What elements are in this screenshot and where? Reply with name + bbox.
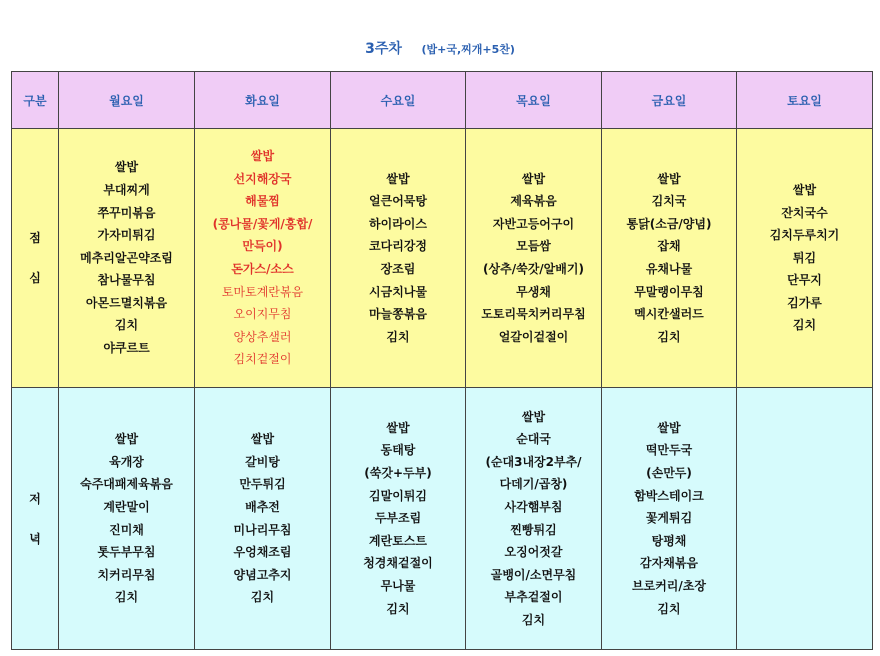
menu-item: 쌀밥 bbox=[657, 420, 681, 435]
menu-item: 무나물 bbox=[380, 578, 416, 593]
lunch-label: 점 심 bbox=[12, 129, 59, 388]
weekly-menu-table bbox=[11, 71, 873, 650]
menu-item: 김치 bbox=[521, 612, 546, 627]
menu-item: 쌀밥 bbox=[521, 409, 546, 424]
menu-item: 다데기/곱창) bbox=[499, 477, 568, 492]
menu-item: 계란토스트 bbox=[369, 533, 427, 548]
menu-item: 쌀밥 bbox=[250, 432, 275, 447]
menu-item: 쭈꾸미볶음 bbox=[97, 205, 156, 220]
header-thursday: 목요일 bbox=[466, 72, 602, 129]
menu-item: 오이지무침 bbox=[233, 307, 292, 322]
menu-item: 코다리강정 bbox=[369, 239, 427, 254]
header-friday: 금요일 bbox=[602, 72, 737, 129]
menu-item: 만두튀김 bbox=[239, 477, 286, 492]
menu-item: 장조림 bbox=[380, 262, 416, 276]
menu-item: (쑥갓+두부) bbox=[364, 466, 432, 481]
menu-item: 무생채 bbox=[516, 284, 551, 299]
week-title: 3주차 bbox=[365, 41, 402, 57]
dinner-friday bbox=[602, 388, 737, 650]
menu-item: 쌀밥 bbox=[386, 171, 410, 186]
menu-item: 쌀밥 bbox=[657, 171, 681, 186]
menu-item: 돈가스/소스 bbox=[231, 262, 294, 276]
menu-item: 쌀밥 bbox=[521, 171, 546, 186]
menu-item: 부추겉절이 bbox=[504, 590, 563, 605]
lunch-wednesday bbox=[331, 129, 466, 388]
menu-item: 김치두루치기 bbox=[769, 228, 840, 243]
menu-item: 쌀밥 bbox=[386, 420, 410, 435]
lunch-thursday bbox=[466, 129, 602, 388]
menu-item: 김치국 bbox=[651, 194, 687, 209]
menu-item: 육개장 bbox=[109, 454, 144, 469]
menu-item: 양념고추지 bbox=[233, 567, 292, 582]
menu-item: 선지해장국 bbox=[233, 171, 292, 186]
menu-item: 진미채 bbox=[109, 522, 144, 537]
menu-item: 모듬쌈 bbox=[516, 239, 551, 254]
menu-item: (콩나물/꽃게/홍합/ bbox=[212, 216, 313, 231]
lunch-monday bbox=[59, 129, 195, 388]
menu-item: 참나물무침 bbox=[97, 273, 156, 288]
menu-item: 쌀밥 bbox=[250, 149, 275, 164]
menu-item: 튀김 bbox=[792, 250, 817, 265]
header-tuesday: 화요일 bbox=[195, 72, 331, 129]
header-monday: 월요일 bbox=[59, 72, 195, 129]
menu-item: 찐빵튀김 bbox=[510, 522, 557, 537]
menu-item: 김치 bbox=[657, 329, 681, 344]
lunch-row bbox=[12, 129, 873, 388]
menu-item: 탕평채 bbox=[651, 533, 687, 548]
menu-item: 우엉채조림 bbox=[233, 545, 292, 560]
menu-item: 미나리무침 bbox=[233, 522, 292, 537]
menu-item: 얼큰어묵탕 bbox=[369, 194, 427, 209]
menu-item: 하이라이스 bbox=[369, 216, 427, 231]
menu-item: 갈비탕 bbox=[245, 454, 280, 469]
menu-item: 브로커리/초장 bbox=[632, 578, 706, 593]
menu-item: 김치겉절이 bbox=[233, 352, 292, 367]
menu-item: 도토리묵치커리무침 bbox=[481, 307, 586, 322]
menu-item: 치커리무침 bbox=[97, 567, 156, 582]
menu-item: 청경채겉절이 bbox=[363, 556, 433, 571]
page-title-row bbox=[0, 38, 880, 58]
menu-item: 함박스테이크 bbox=[634, 488, 704, 503]
menu-item: 감자채볶음 bbox=[640, 556, 698, 571]
menu-item: 김치 bbox=[114, 318, 139, 333]
menu-item: 배추전 bbox=[245, 499, 280, 514]
menu-item: 톳두부무침 bbox=[97, 545, 156, 560]
menu-item: 김치 bbox=[792, 318, 817, 333]
menu-item: 쌀밥 bbox=[114, 432, 139, 447]
dinner-label: 저 녁 bbox=[12, 388, 59, 650]
lunch-saturday bbox=[737, 129, 873, 388]
menu-item: 오징어젓갈 bbox=[504, 545, 563, 560]
dinner-tuesday bbox=[195, 388, 331, 650]
menu-item: 잡채 bbox=[657, 239, 681, 254]
dinner-row bbox=[12, 388, 873, 650]
menu-item: 야쿠르트 bbox=[103, 341, 150, 356]
menu-item: 골뱅이/소면무침 bbox=[490, 567, 577, 582]
menu-item: 메추리알곤약조림 bbox=[80, 250, 173, 265]
menu-item: 김치 bbox=[250, 590, 275, 605]
lunch-friday bbox=[602, 129, 737, 388]
menu-item: 제육볶음 bbox=[510, 194, 557, 209]
menu-item: 쌀밥 bbox=[114, 160, 139, 175]
menu-item: 멕시칸샐러드 bbox=[634, 307, 704, 322]
menu-item: 가자미튀김 bbox=[97, 228, 156, 243]
menu-item: 김가루 bbox=[787, 295, 822, 310]
week-subtitle: (밥+국,찌개+5찬) bbox=[421, 43, 515, 56]
menu-item: 숙주대패제육볶음 bbox=[80, 477, 173, 492]
header-saturday: 토요일 bbox=[737, 72, 873, 129]
menu-item: 잔치국수 bbox=[781, 205, 828, 220]
menu-item: 김치 bbox=[386, 601, 410, 616]
menu-item: 양상추샐러 bbox=[233, 329, 292, 344]
menu-item: 떡만두국 bbox=[645, 443, 693, 458]
menu-item: 순대국 bbox=[516, 432, 551, 447]
menu-item: 김말이튀김 bbox=[369, 488, 427, 503]
menu-item: 쌀밥 bbox=[792, 182, 817, 197]
menu-item: 부대찌게 bbox=[103, 182, 150, 197]
menu-item: 해물찜 bbox=[245, 194, 280, 209]
menu-item: 만득이) bbox=[242, 239, 283, 254]
menu-item: 꽃게튀김 bbox=[645, 511, 693, 526]
menu-item: 계란말이 bbox=[103, 499, 150, 514]
menu-item: 얼갈이겉절이 bbox=[498, 329, 569, 344]
menu-item: (순대3내장2부추/ bbox=[485, 454, 582, 469]
menu-item: 무말랭이무침 bbox=[634, 284, 704, 299]
dinner-wednesday bbox=[331, 388, 466, 650]
dinner-thursday bbox=[466, 388, 602, 650]
menu-item: 유채나물 bbox=[645, 262, 693, 276]
dinner-saturday bbox=[737, 388, 873, 650]
menu-item: 두부조림 bbox=[374, 511, 422, 526]
header-row bbox=[12, 72, 873, 129]
menu-item: 김치 bbox=[386, 329, 410, 344]
menu-item: 아몬드멸치볶음 bbox=[85, 295, 168, 310]
menu-item: 사각햄부침 bbox=[504, 499, 563, 514]
menu-item: 토마토계란볶음 bbox=[221, 284, 304, 299]
dinner-monday bbox=[59, 388, 195, 650]
menu-item: 김치 bbox=[114, 590, 139, 605]
menu-item: 단무지 bbox=[787, 273, 822, 288]
menu-item: 시금치나물 bbox=[369, 284, 427, 299]
header-wednesday: 수요일 bbox=[331, 72, 466, 129]
header-category: 구분 bbox=[12, 72, 59, 129]
menu-item: 동태탕 bbox=[380, 443, 416, 458]
menu-item: 김치 bbox=[657, 601, 681, 616]
menu-item: 자반고등어구이 bbox=[492, 216, 575, 231]
menu-item: 통닭(소금/양념) bbox=[626, 216, 712, 231]
menu-item: 마늘쫑볶음 bbox=[369, 307, 427, 322]
menu-item: (손만두) bbox=[646, 466, 692, 481]
menu-item: (상추/쑥갓/알배기) bbox=[483, 262, 584, 276]
lunch-tuesday bbox=[195, 129, 331, 388]
